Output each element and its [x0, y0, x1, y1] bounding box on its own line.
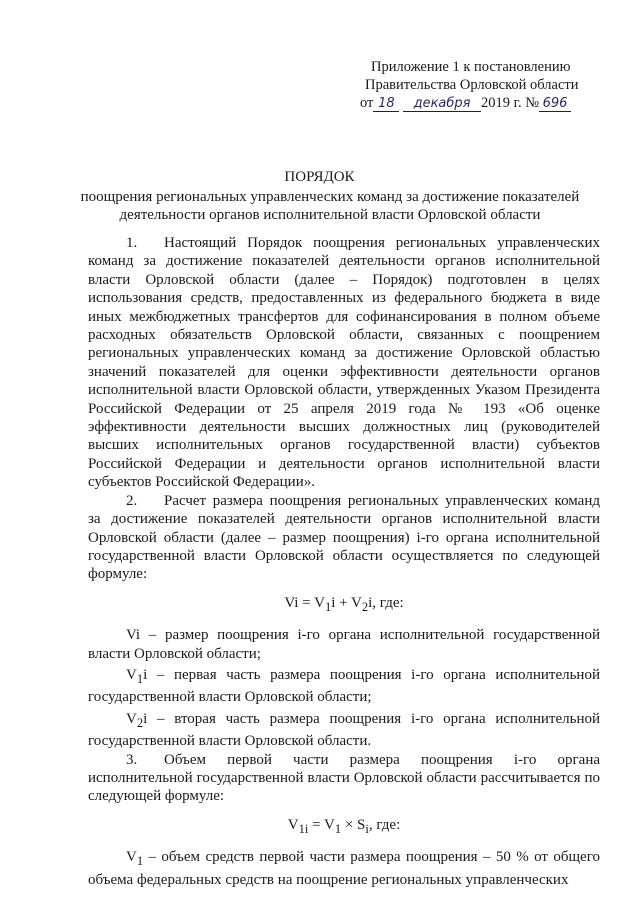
- definition-v2i: [88, 710, 600, 751]
- formula-2-part-b: = V: [308, 816, 335, 833]
- definition-v2i-subscript: 2: [136, 715, 144, 730]
- definition-v1-text: – объем средств первой части размера поощрения – 50 % от общего объема федеральных средств на поощрение региональных управленческих: [88, 849, 600, 888]
- document-body: [88, 234, 600, 889]
- paragraph-3-text: Объем первой части размера поощрения i-го органа исполнительной государственной власти Орловской области рассчитывается по следующей формуле:: [88, 751, 600, 805]
- paragraph-2-number: 2.: [126, 492, 138, 509]
- definition-v1-symbol: V: [126, 849, 137, 866]
- formula-2-subscript-1: 1i: [298, 821, 309, 836]
- formula-2: [88, 816, 600, 838]
- formula-2-subscript-3: i: [365, 821, 369, 836]
- formula-1-subscript-1: 1: [324, 599, 332, 614]
- definition-v1i: [88, 666, 600, 707]
- formula-1-subscript-2: 2: [361, 599, 369, 614]
- definition-v2i-text: i – вторая часть размера поощрения i-го органа исполнительной государственной власти Орловской области.: [88, 710, 600, 750]
- definition-v1i-subscript: 1: [136, 671, 144, 686]
- document-title: ПОРЯДОК: [284, 169, 355, 185]
- definition-v2i-symbol: V: [126, 710, 137, 727]
- paragraph-2-text: Расчет размера поощрения региональных управленческих команд за достижение показателей деятельности органов исполнительной власти Орловской области (далее – размер поощрения) i-го органа исполнительной государственной власти Орловской области осуществляется по следующей формуле:: [88, 492, 600, 583]
- paragraph-2: [88, 492, 600, 584]
- definition-vi: Vi – размер поощрения i-го органа исполнительной государственной власти Орловской области;: [88, 627, 600, 662]
- paragraph-1-number: 1.: [126, 235, 138, 251]
- handwritten-date-day: 18: [373, 97, 399, 112]
- formula-1-part-a: Vi = V: [284, 594, 325, 611]
- formula-2-part-a: V: [287, 816, 299, 833]
- paragraph-3: [88, 751, 600, 806]
- document-subtitle: поощрения региональных управленческих команд за достижение показателей деятельности органов исполнительной власти Орловской области: [80, 189, 580, 223]
- appendix-line-2: Правительства Орловской области: [365, 77, 579, 93]
- formula-2-subscript-2: 1: [334, 821, 342, 836]
- formula-1-part-b: i + V: [331, 594, 362, 611]
- formula-1-part-c: i, где:: [368, 594, 404, 611]
- handwritten-doc-number: 696: [539, 97, 571, 112]
- paragraph-3-number: 3.: [126, 751, 138, 768]
- appendix-line-1: Приложение 1 к постановлению: [371, 59, 571, 75]
- paragraph-1: [88, 234, 600, 492]
- formula-2-part-d: , где:: [368, 816, 401, 833]
- paragraph-1-text: Настоящий Порядок поощрения региональных управленческих команд за достижение показателей деятельности органов исполнительной власти Орловской области (далее – Порядок) подготовлен в целях использования средств, предоставленных из федерального бюджета в виде иных межбюджетных трансфертов для софинансирования в полном объеме расходных обязательств Орловской области, связанных с поощрением региональных управленческих команд за достижение Орловской областью значений показателей для оценки эффективности деятельности органов исполнительной власти Орловской области, утвержденных Указом Президента Российской Федерации от 25 апреля 2019 года № 193 «Об оценке эффективности деятельности высших должностных лиц (руководителей высших исполнительных органов государственной власти) субъектов Российской Федерации и деятельности органов исполнительной власти субъектов Российской Федерации».: [88, 235, 600, 491]
- definition-v1: [88, 848, 600, 889]
- year-text: 2019 г. №: [481, 95, 540, 111]
- appendix-date-line: [360, 94, 610, 112]
- definition-v1i-text: i – первая часть размера поощрения i-го органа исполнительной государственной власти Орловской области;: [88, 666, 600, 706]
- handwritten-date-month: декабря: [403, 97, 481, 112]
- formula-1: [88, 594, 600, 616]
- formula-2-part-c: × S: [341, 816, 366, 833]
- definition-v1-subscript: 1: [136, 854, 144, 869]
- from-word: от: [360, 95, 374, 111]
- appendix-header: [360, 58, 610, 112]
- definition-v1i-symbol: V: [126, 666, 137, 683]
